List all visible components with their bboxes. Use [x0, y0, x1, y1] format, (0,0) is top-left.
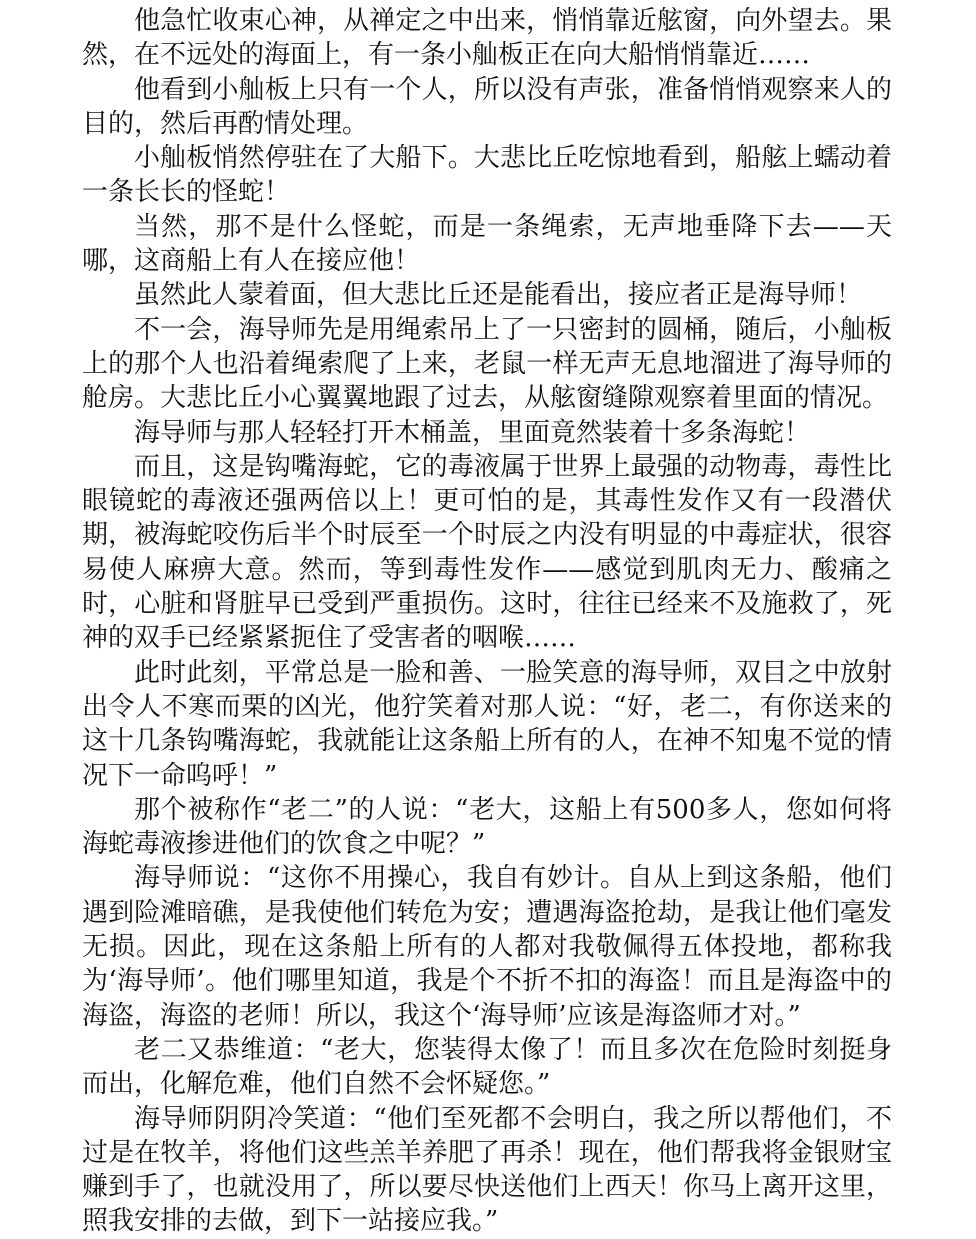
paragraph-12: 老二又恭维道：“老大，您装得太像了！而且多次在危险时刻挺身而出，化解危难，他们自然不会怀疑您。” [82, 1034, 892, 1100]
paragraph-4: 当然，那不是什么怪蛇，而是一条绳索，无声地垂降下去——天哪，这商船上有人在接应他！ [82, 211, 892, 277]
paragraph-5: 虽然此人蒙着面，但大悲比丘还是能看出，接应者正是海导师！ [134, 280, 863, 311]
story-text-body [82, 4, 892, 1239]
paragraph-1: 他急忙收束心神，从禅定之中出来，悄悄靠近舷窗，向外望去。果然，在不远处的海面上，有一条小舢板正在向大船悄悄靠近…… [82, 6, 892, 71]
paragraph-13: 海导师阴阴冷笑道：“他们至死都不会明白，我之所以帮他们，不过是在牧羊，将他们这些羔羊养肥了再杀！现在，他们帮我将金银财宝赚到手了，也就没用了，所以要尽快送他们上西天！你马上离开这里，照我安排的去做，到下一站接应我。” [82, 1103, 892, 1237]
paragraph-2: 他看到小舢板上只有一个人，所以没有声张，准备悄悄观察来人的目的，然后再酌情处理。 [82, 74, 892, 139]
paragraph-10: 那个被称作“老二”的人说：“老大，这船上有500多人，您如何将海蛇毒液掺进他们的饮食之中呢？” [82, 794, 892, 860]
paragraph-3: 小舢板悄然停驻在了大船下。大悲比丘吃惊地看到，船舷上蠕动着一条长长的怪蛇！ [82, 143, 892, 208]
paragraph-11: 海导师说：“这你不用操心，我自有妙计。自从上到这条船，他们遇到险滩暗礁，是我使他们转危为安；遭遇海盗抢劫，是我让他们毫发无损。因此，现在这条船上所有的人都对我敬佩得五体投地，都称我为‘海导师’。他们哪里知道，我是个不折不扣的海盗！而且是海盗中的海盗，海盗的老师！所以，我这个‘海导师’应该是海盗师才对。” [82, 863, 892, 1031]
paragraph-8: 而且，这是钩嘴海蛇，它的毒液属于世界上最强的动物毒，毒性比眼镜蛇的毒液还强两倍以上！更可怕的是，其毒性发作又有一段潜伏期，被海蛇咬伤后半个时辰至一个时辰之内没有明显的中毒症状，很容易使人麻痹大意。然而，等到毒性发作——感觉到肌肉无力、酸痛之时，心脏和肾脏早已受到严重损伤。这时，往往已经来不及施救了，死神的双手已经紧紧扼住了受害者的咽喉…… [82, 451, 892, 654]
paragraph-9: 此时此刻，平常总是一脸和善、一脸笑意的海导师，双目之中放射出令人不寒而栗的凶光，他狞笑着对那人说：“好，老二，有你送来的这十几条钩嘴海蛇，我就能让这条船上所有的人，在神不知鬼不觉的情况下一命呜呼！” [82, 657, 892, 791]
paragraph-7: 海导师与那人轻轻打开木桶盖，里面竟然装着十多条海蛇！ [134, 417, 811, 448]
paragraph-6: 不一会，海导师先是用绳索吊上了一只密封的圆桶，随后，小舢板上的那个人也沿着绳索爬了上来，老鼠一样无声无息地溜进了海导师的舱房。大悲比丘小心翼翼地跟了过去，从舷窗缝隙观察着里面的情况。 [82, 314, 892, 414]
